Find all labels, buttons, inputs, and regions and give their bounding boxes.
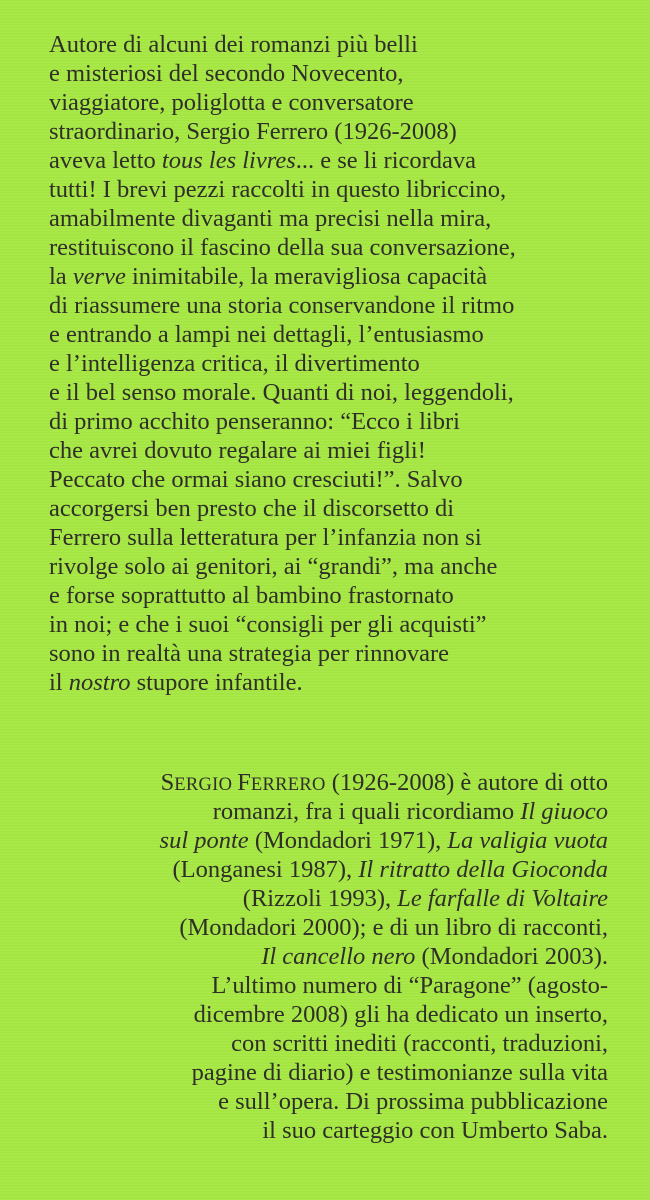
author-bio-paragraph — [70, 768, 608, 1145]
blurb-line — [49, 465, 629, 494]
bio-line — [70, 1029, 608, 1058]
italic-title: sul ponte — [159, 827, 249, 854]
bio-line — [70, 1116, 608, 1145]
blurb-line — [49, 117, 629, 146]
blurb-line — [49, 204, 629, 233]
text-run: viaggiatore, poliglotta e conversatore — [49, 89, 414, 116]
text-run: (Mondadori 1971), — [248, 827, 448, 854]
blurb-line — [49, 175, 629, 204]
bio-line — [70, 768, 608, 797]
text-run: e sull’opera. Di prossima pubblicazione — [218, 1088, 608, 1115]
italic-title: tous les livres — [161, 147, 296, 174]
text-run: (Longanesi 1987), — [172, 856, 359, 883]
text-run: e l’intelligenza critica, il divertimento — [49, 350, 420, 377]
text-run: e il bel senso morale. Quanti di noi, leggendoli, — [49, 379, 514, 406]
bio-line — [70, 1058, 608, 1087]
small-caps-name: F — [237, 769, 251, 796]
text-run: (Rizzoli 1993), — [242, 885, 398, 912]
text-run: romanzi, fra i quali ricordiamo — [212, 798, 521, 825]
italic-title: La valigia vuota — [447, 827, 608, 854]
blurb-line — [49, 59, 629, 88]
text-run: il — [49, 669, 69, 696]
bio-line — [70, 1087, 608, 1116]
text-run: amabilmente divaganti ma precisi nella mira, — [49, 205, 492, 232]
text-run: L’ultimo numero di “Paragone” (agosto- — [211, 972, 608, 999]
text-run: straordinario, Sergio Ferrero (1926-2008) — [49, 118, 457, 145]
bio-line — [70, 942, 608, 971]
text-run: pagine di diario) e testimonianze sulla vita — [191, 1059, 608, 1086]
blurb-line — [49, 668, 629, 697]
blurb-line — [49, 146, 629, 175]
blurb-line — [49, 407, 629, 436]
blurb-line — [49, 639, 629, 668]
blurb-line — [49, 320, 629, 349]
blurb-line — [49, 494, 629, 523]
bio-line — [70, 855, 608, 884]
italic-title: Le farfalle di Voltaire — [397, 885, 608, 912]
small-caps-name: S — [160, 769, 175, 796]
bio-line — [70, 1000, 608, 1029]
blurb-line — [49, 610, 629, 639]
small-caps-name: ERRERO — [250, 775, 326, 795]
blurb-line — [49, 378, 629, 407]
text-run: dicembre 2008) gli ha dedicato un inserto, — [193, 1001, 608, 1028]
bio-line — [70, 884, 608, 913]
text-run: che avrei dovuto regalare ai miei figli! — [49, 437, 426, 464]
text-run: ... e se li ricordava — [295, 147, 477, 174]
italic-title: Il ritratto della Gioconda — [358, 856, 608, 883]
italic-title: verve — [72, 263, 126, 290]
text-run: di riassumere una storia conservandone il ritmo — [49, 292, 515, 319]
text-run: Autore di alcuni dei romanzi più belli — [49, 31, 418, 58]
italic-title: nostro — [68, 669, 131, 696]
text-run: e entrando a lampi nei dettagli, l’entusiasmo — [49, 321, 484, 348]
text-run: aveva letto — [49, 147, 162, 174]
text-run: la — [49, 263, 73, 290]
blurb-line — [49, 291, 629, 320]
text-run: (1926-2008) è autore di otto — [325, 769, 608, 796]
text-run: stupore infantile. — [130, 669, 303, 696]
text-run: Ferrero sulla letteratura per l’infanzia non si — [49, 524, 482, 551]
text-run: restituiscono il fascino della sua conversazione, — [49, 234, 516, 261]
text-run: rivolge solo ai genitori, ai “grandi”, ma anche — [49, 553, 498, 580]
text-run: con scritti inediti (racconti, traduzioni, — [231, 1030, 608, 1057]
text-run: inimitabile, la meravigliosa capacità — [125, 263, 488, 290]
text-run: il suo carteggio con Umberto Saba. — [262, 1117, 608, 1144]
bio-line — [70, 797, 608, 826]
blurb-line — [49, 436, 629, 465]
text-run: e forse soprattutto al bambino frastornato — [49, 582, 454, 609]
small-caps-name: ERGIO — [174, 775, 238, 795]
bio-line — [70, 971, 608, 1000]
blurb-line — [49, 552, 629, 581]
blurb-line — [49, 262, 629, 291]
blurb-line — [49, 349, 629, 378]
blurb-line — [49, 523, 629, 552]
text-run: (Mondadori 2003). — [415, 943, 608, 970]
text-run: in noi; e che i suoi “consigli per gli acquisti” — [49, 611, 487, 638]
blurb-line — [49, 581, 629, 610]
text-run: e misteriosi del secondo Novecento, — [49, 60, 404, 87]
text-run: sono in realtà una strategia per rinnovare — [49, 640, 450, 667]
blurb-line — [49, 233, 629, 262]
text-run: Peccato che ormai siano cresciuti!”. Salvo — [49, 466, 463, 493]
text-run: (Mondadori 2000); e di un libro di racconti, — [179, 914, 608, 941]
text-run: di primo acchito penseranno: “Ecco i libri — [49, 408, 460, 435]
blurb-paragraph — [49, 30, 629, 697]
blurb-line — [49, 88, 629, 117]
text-run: accorgersi ben presto che il discorsetto di — [49, 495, 455, 522]
italic-title: Il giuoco — [520, 798, 608, 825]
italic-title: Il cancello nero — [261, 943, 416, 970]
text-run: tutti! I brevi pezzi raccolti in questo libriccino, — [49, 176, 507, 203]
blurb-line — [49, 30, 629, 59]
bio-line — [70, 826, 608, 855]
bio-line — [70, 913, 608, 942]
